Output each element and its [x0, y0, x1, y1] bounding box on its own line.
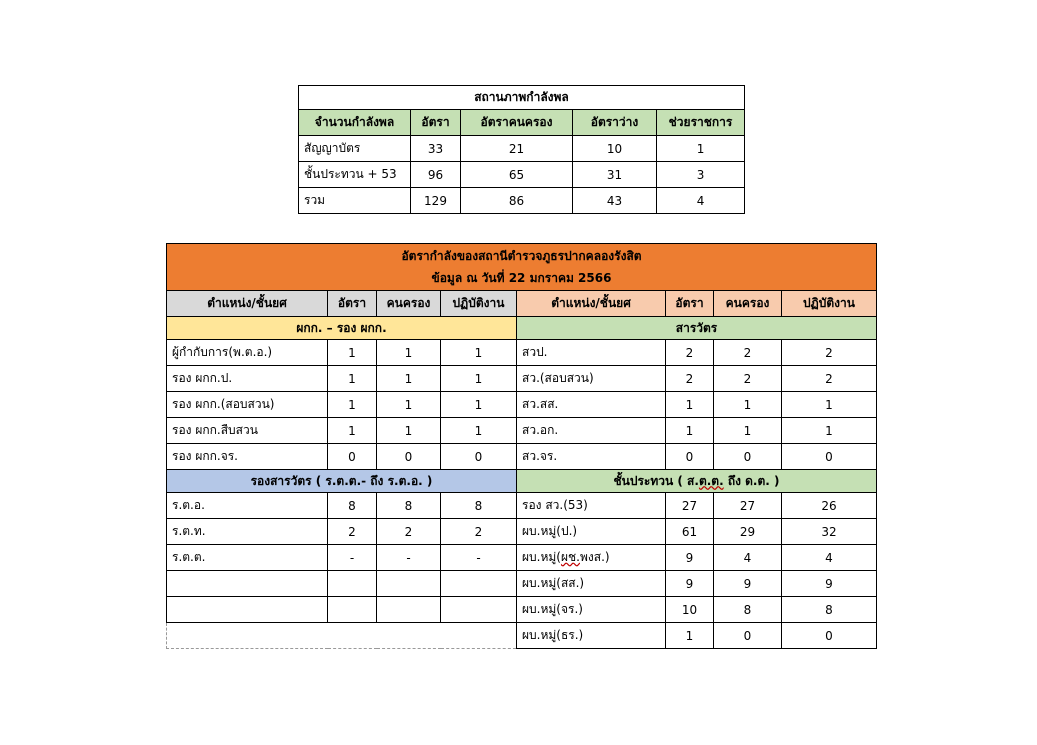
empty-cell — [377, 571, 441, 597]
value-cell: 1 — [714, 392, 782, 418]
value-cell: 0 — [714, 623, 782, 649]
section-nco-post: ถึง ด.ต. ) — [723, 473, 780, 488]
value-cell: 4 — [782, 545, 877, 571]
detail-title-row — [167, 244, 877, 291]
value-cell: 1 — [782, 392, 877, 418]
value-cell: 0 — [782, 444, 877, 470]
value-cell: 0 — [328, 444, 377, 470]
value-cell: 29 — [714, 519, 782, 545]
summary-cell: สัญญาบัตร — [299, 136, 411, 162]
table-row — [167, 571, 877, 597]
section-inspectors: สารวัตร — [517, 317, 877, 340]
value-cell: 2 — [782, 340, 877, 366]
empty-cell — [441, 571, 517, 597]
table-row — [167, 444, 877, 470]
position-cell: รอง ผกก.(สอบสวน) — [167, 392, 328, 418]
position-cell: ผบ.หมู่(สส.) — [517, 571, 666, 597]
value-cell: 0 — [441, 444, 517, 470]
detail-header-row — [167, 291, 877, 317]
value-cell: 27 — [666, 493, 714, 519]
empty-cell — [328, 571, 377, 597]
section-nco-pre: ชั้นประทวน ( ส. — [613, 473, 699, 488]
detail-title-line2: ข้อมูล ณ วันที่ 22 มกราคม 2566 — [431, 271, 612, 285]
position-cell: ผบ.หมู่(ธร.) — [517, 623, 666, 649]
summary-header: จำนวนกำลังพล — [299, 110, 411, 136]
empty-cell — [441, 597, 517, 623]
section-row-2 — [167, 470, 877, 493]
empty-cell — [377, 597, 441, 623]
summary-title-row — [299, 86, 745, 110]
detail-header-left: คนครอง — [377, 291, 441, 317]
value-cell: 1 — [377, 392, 441, 418]
value-cell: 8 — [782, 597, 877, 623]
position-cell: ร.ต.ท. — [167, 519, 328, 545]
value-cell: 2 — [377, 519, 441, 545]
table-row — [167, 418, 877, 444]
position-cell: สว.จร. — [517, 444, 666, 470]
position-cell — [517, 545, 666, 571]
summary-cell: 10 — [573, 136, 657, 162]
value-cell: 1 — [377, 418, 441, 444]
wavy-word: ผช. — [560, 550, 580, 564]
summary-cell: ชั้นประทวน + 53 — [299, 162, 411, 188]
position-cell: รอง ผกก.จร. — [167, 444, 328, 470]
position-cell: สว.(สอบสวน) — [517, 366, 666, 392]
value-cell: - — [377, 545, 441, 571]
value-cell: 27 — [714, 493, 782, 519]
value-cell: 8 — [441, 493, 517, 519]
section-row-1 — [167, 317, 877, 340]
summary-header: ช่วยราชการ — [657, 110, 745, 136]
summary-header-row — [299, 110, 745, 136]
position-cell: รอง ผกก.ป. — [167, 366, 328, 392]
value-cell: 2 — [441, 519, 517, 545]
detail-header-left: ปฏิบัติงาน — [441, 291, 517, 317]
value-cell: 26 — [782, 493, 877, 519]
value-cell: 4 — [714, 545, 782, 571]
section-nco-wavy: ต.ต. — [698, 473, 724, 488]
value-cell: 8 — [328, 493, 377, 519]
table-row — [167, 340, 877, 366]
value-cell: 1 — [328, 340, 377, 366]
value-cell: 1 — [441, 340, 517, 366]
detail-table — [166, 243, 877, 649]
position-cell: รอง สว.(53) — [517, 493, 666, 519]
wavy-prefix: ผบ.หมู่( — [522, 550, 561, 564]
summary-cell: 65 — [461, 162, 573, 188]
table-row — [167, 366, 877, 392]
value-cell: 9 — [666, 571, 714, 597]
summary-cell: 21 — [461, 136, 573, 162]
position-cell: ผบ.หมู่(ป.) — [517, 519, 666, 545]
summary-cell: 129 — [411, 188, 461, 214]
value-cell: 2 — [666, 366, 714, 392]
value-cell: - — [328, 545, 377, 571]
detail-header-right: ตำแหน่ง/ชั้นยศ — [517, 291, 666, 317]
value-cell: 1 — [441, 392, 517, 418]
table-row — [167, 493, 877, 519]
value-cell: 1 — [377, 366, 441, 392]
summary-header: อัตราว่าง — [573, 110, 657, 136]
position-cell: สว.อก. — [517, 418, 666, 444]
value-cell: - — [441, 545, 517, 571]
summary-row — [299, 188, 745, 214]
value-cell: 1 — [666, 392, 714, 418]
value-cell: 9 — [714, 571, 782, 597]
value-cell: 1 — [328, 366, 377, 392]
summary-cell: 31 — [573, 162, 657, 188]
position-cell: สว.สส. — [517, 392, 666, 418]
value-cell: 8 — [714, 597, 782, 623]
value-cell: 32 — [782, 519, 877, 545]
empty-cell — [328, 597, 377, 623]
summary-row — [299, 162, 745, 188]
summary-cell: 86 — [461, 188, 573, 214]
value-cell: 2 — [782, 366, 877, 392]
detail-title — [167, 244, 877, 291]
summary-table — [298, 85, 745, 214]
table-row — [167, 392, 877, 418]
detail-title-line1: อัตรากำลังของสถานีตำรวจภูธรปากคลองรังสิต — [401, 249, 642, 263]
detail-header-right: อัตรา — [666, 291, 714, 317]
table-row — [167, 519, 877, 545]
empty-cell — [167, 623, 517, 649]
wavy-suffix: พงส.) — [579, 550, 610, 564]
value-cell: 0 — [782, 623, 877, 649]
table-row — [167, 623, 877, 649]
position-cell: ร.ต.ต. — [167, 545, 328, 571]
value-cell: 8 — [377, 493, 441, 519]
value-cell: 1 — [666, 418, 714, 444]
position-cell: รอง ผกก.สืบสวน — [167, 418, 328, 444]
position-cell: ผบ.หมู่(จร.) — [517, 597, 666, 623]
section-executives: ผกก. – รอง ผกก. — [167, 317, 517, 340]
value-cell: 1 — [714, 418, 782, 444]
empty-cell — [167, 571, 328, 597]
summary-title: สถานภาพกำลังพล — [299, 86, 745, 110]
summary-header: อัตรา — [411, 110, 461, 136]
value-cell: 10 — [666, 597, 714, 623]
value-cell: 1 — [441, 366, 517, 392]
summary-cell: 96 — [411, 162, 461, 188]
value-cell: 1 — [328, 418, 377, 444]
detail-header-left: ตำแหน่ง/ชั้นยศ — [167, 291, 328, 317]
value-cell: 2 — [714, 366, 782, 392]
table-row — [167, 597, 877, 623]
summary-cell: 3 — [657, 162, 745, 188]
summary-cell: รวม — [299, 188, 411, 214]
value-cell: 2 — [666, 340, 714, 366]
summary-cell: 33 — [411, 136, 461, 162]
value-cell: 0 — [377, 444, 441, 470]
value-cell: 2 — [328, 519, 377, 545]
detail-header-right: คนครอง — [714, 291, 782, 317]
summary-cell: 43 — [573, 188, 657, 214]
empty-cell — [167, 597, 328, 623]
value-cell: 0 — [714, 444, 782, 470]
section-deputy-inspectors: รองสารวัตร ( ร.ต.ต.- ถึง ร.ต.อ. ) — [167, 470, 517, 493]
value-cell: 2 — [714, 340, 782, 366]
position-cell: สวป. — [517, 340, 666, 366]
value-cell: 0 — [666, 444, 714, 470]
value-cell: 1 — [782, 418, 877, 444]
position-cell: ร.ต.อ. — [167, 493, 328, 519]
detail-header-left: อัตรา — [328, 291, 377, 317]
section-nco — [517, 470, 877, 493]
table-row — [167, 545, 877, 571]
summary-cell: 1 — [657, 136, 745, 162]
summary-header: อัตราคนครอง — [461, 110, 573, 136]
position-cell: ผู้กำกับการ(พ.ต.อ.) — [167, 340, 328, 366]
value-cell: 1 — [328, 392, 377, 418]
summary-row — [299, 136, 745, 162]
summary-cell: 4 — [657, 188, 745, 214]
value-cell: 9 — [782, 571, 877, 597]
value-cell: 1 — [666, 623, 714, 649]
value-cell: 61 — [666, 519, 714, 545]
value-cell: 9 — [666, 545, 714, 571]
value-cell: 1 — [441, 418, 517, 444]
value-cell: 1 — [377, 340, 441, 366]
detail-header-right: ปฏิบัติงาน — [782, 291, 877, 317]
